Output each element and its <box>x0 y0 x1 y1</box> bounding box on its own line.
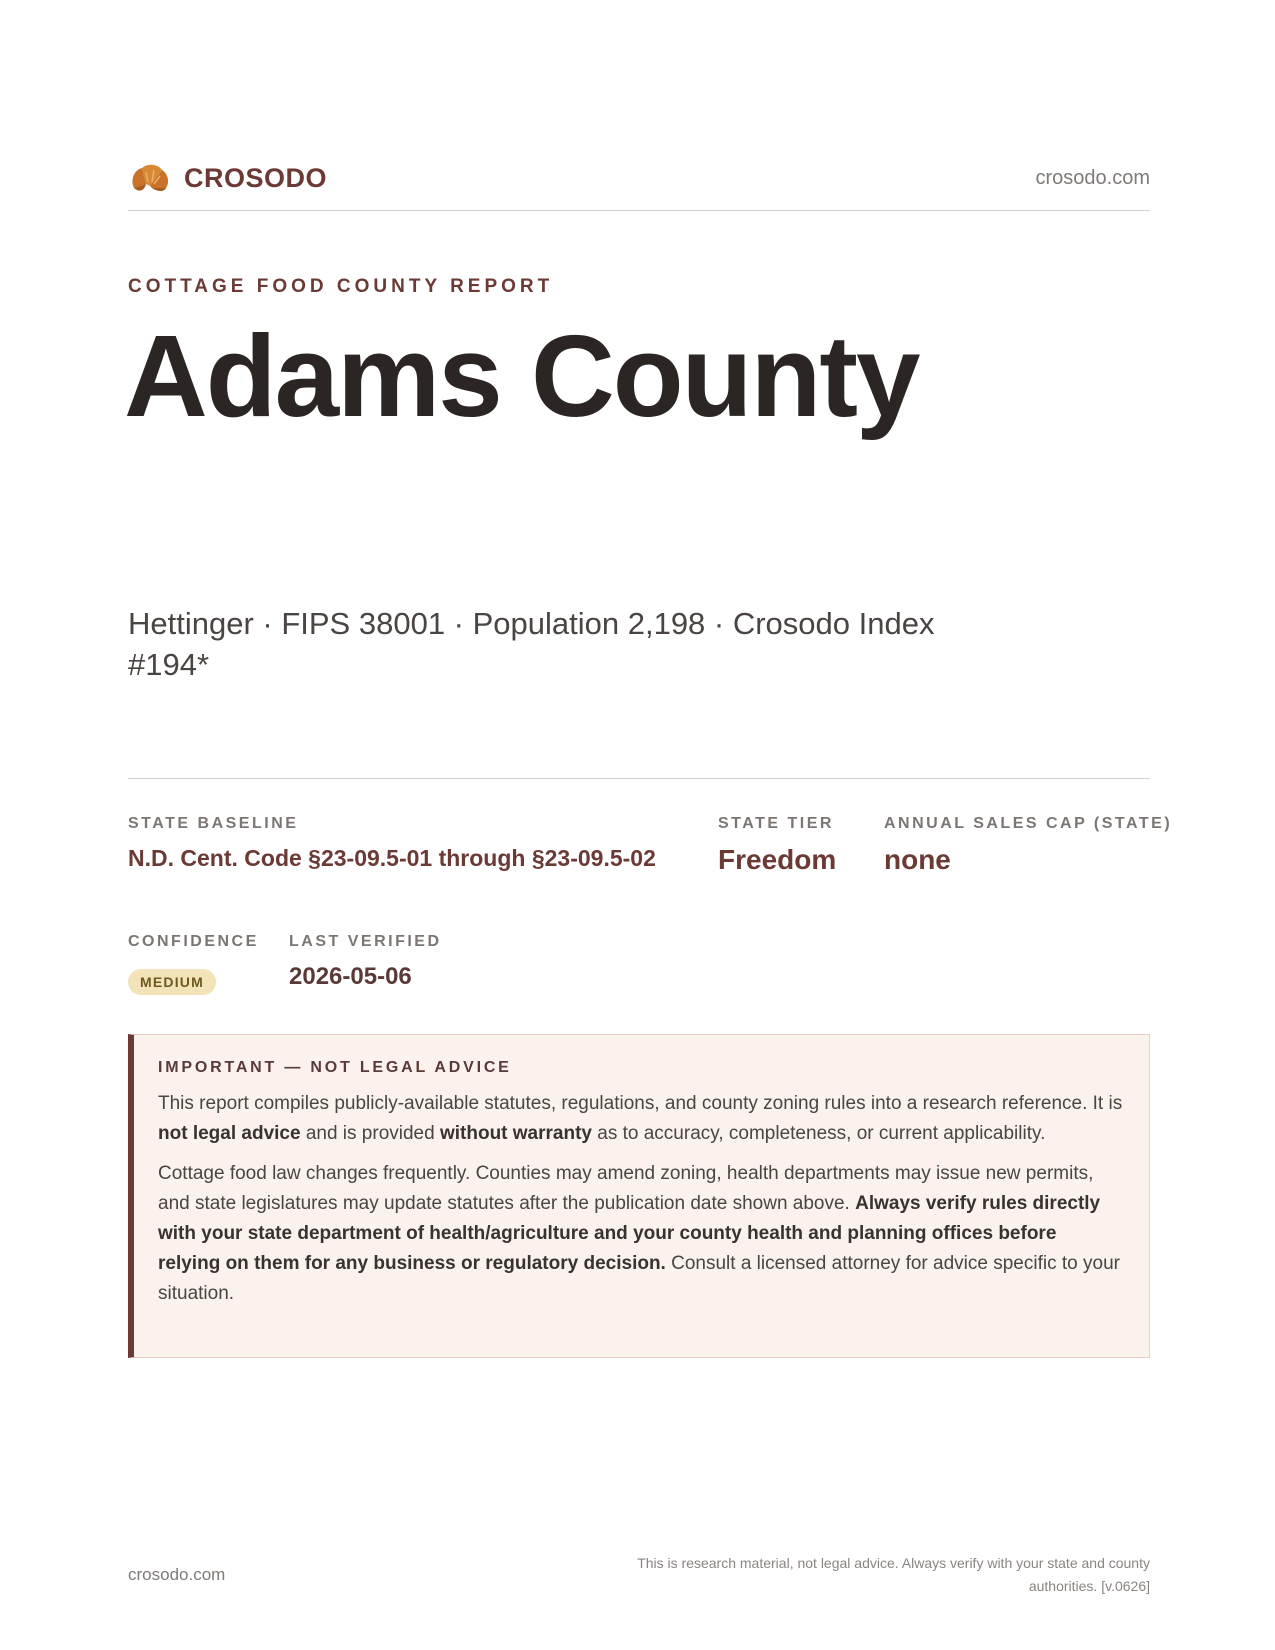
notice-emphasis: Always verify rules directly with your state department of health/agriculture and your county health and planning offices before relying on them for any business or regulatory decision. <box>158 1193 1101 1274</box>
last-verified-field <box>289 933 442 991</box>
section-divider <box>128 778 1150 779</box>
notice-text: This report compiles publicly-available statutes, regulations, and county zoning rules into a research reference. It is <box>158 1093 1123 1114</box>
notice-emphasis: not legal advice <box>158 1123 301 1144</box>
legal-notice-title: IMPORTANT — NOT LEGAL ADVICE <box>158 1059 512 1076</box>
state-baseline-field <box>128 815 656 872</box>
confidence-field <box>128 933 259 995</box>
footer-site-url: crosodo.com <box>128 1565 226 1584</box>
last-verified-value: 2026-05-06 <box>289 963 412 990</box>
sales-cap-field <box>884 815 1172 876</box>
state-baseline-label: STATE BASELINE <box>128 815 299 832</box>
legal-notice-paragraph-2 <box>158 1159 1123 1309</box>
confidence-label: CONFIDENCE <box>128 933 259 950</box>
notice-text: Cottage food law changes frequently. Counties may amend zoning, health departments may issue new permits, and state legislatures may update statutes after the publication date shown above. <box>158 1163 1094 1214</box>
state-tier-value: Freedom <box>718 844 837 875</box>
sales-cap-label: ANNUAL SALES CAP (STATE) <box>884 815 1173 832</box>
croissant-icon <box>128 158 172 198</box>
notice-text: Consult a licensed attorney for advice specific to your situation. <box>158 1253 1120 1304</box>
state-tier-field <box>718 815 836 876</box>
brand <box>128 158 327 198</box>
site-url: crosodo.com <box>1035 167 1150 189</box>
notice-text: as to accuracy, completeness, or current applicability. <box>591 1123 1046 1144</box>
header-divider <box>128 210 1150 211</box>
state-baseline-value: N.D. Cent. Code §23-09.5-01 through §23-09.5-02 <box>128 845 656 871</box>
notice-emphasis: without warranty <box>439 1123 592 1144</box>
county-subtitle: Hettinger · FIPS 38001 · Population 2,198 · Crosodo Index #194* <box>128 606 935 682</box>
report-page <box>124 0 1173 1650</box>
county-title: Adams County <box>124 311 919 441</box>
last-verified-label: LAST VERIFIED <box>289 933 442 950</box>
legal-notice <box>128 1034 1150 1358</box>
legal-notice-paragraph-1 <box>158 1089 1123 1149</box>
report-eyebrow: COTTAGE FOOD COUNTY REPORT <box>128 276 554 297</box>
sales-cap-value: none <box>884 844 951 875</box>
confidence-badge: MEDIUM <box>128 969 216 995</box>
notice-text: and is provided <box>300 1123 440 1144</box>
state-tier-label: STATE TIER <box>718 815 834 832</box>
footer-disclaimer: This is research material, not legal advice. Always verify with your state and county authorities. [v.0626] <box>637 1555 1150 1594</box>
brand-name: CROSODO <box>184 162 328 193</box>
